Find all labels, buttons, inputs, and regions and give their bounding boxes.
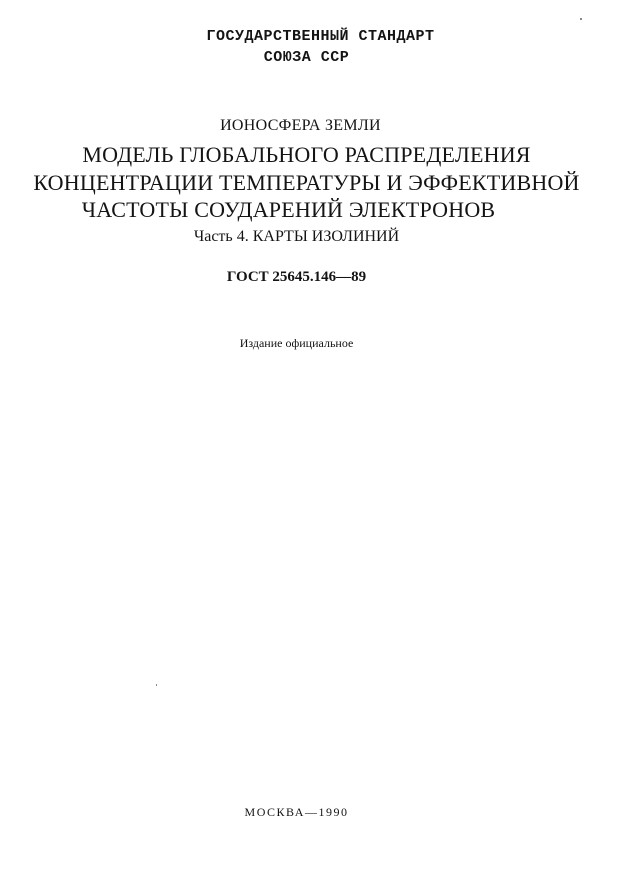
scan-speck [156,684,157,686]
scan-speck [580,18,582,20]
imprint-place-year: МОСКВА—1990 [244,805,349,819]
standard-header-line-2: СОЮЗА ССР [263,49,350,66]
edition-note: Издание официальное [239,336,354,350]
part-subtitle: Часть 4. КАРТЫ ИЗОЛИНИЙ [193,228,400,245]
standard-header-line-1: ГОСУДАРСТВЕННЫЙ СТАНДАРТ [206,28,435,45]
document-title-line-3: ЧАСТОТЫ СОУДАРЕНИЙ ЭЛЕКТРОНОВ [81,197,496,222]
document-title-line-1: МОДЕЛЬ ГЛОБАЛЬНОГО РАСПРЕДЕЛЕНИЯ [82,142,531,167]
series-title: ИОНОСФЕРА ЗЕМЛИ [220,117,381,134]
gost-number: ГОСТ 25645.146—89 [226,269,367,285]
document-title-line-2: КОНЦЕНТРАЦИИ ТЕМПЕРАТУРЫ И ЭФФЕКТИВНОЙ [33,170,580,195]
